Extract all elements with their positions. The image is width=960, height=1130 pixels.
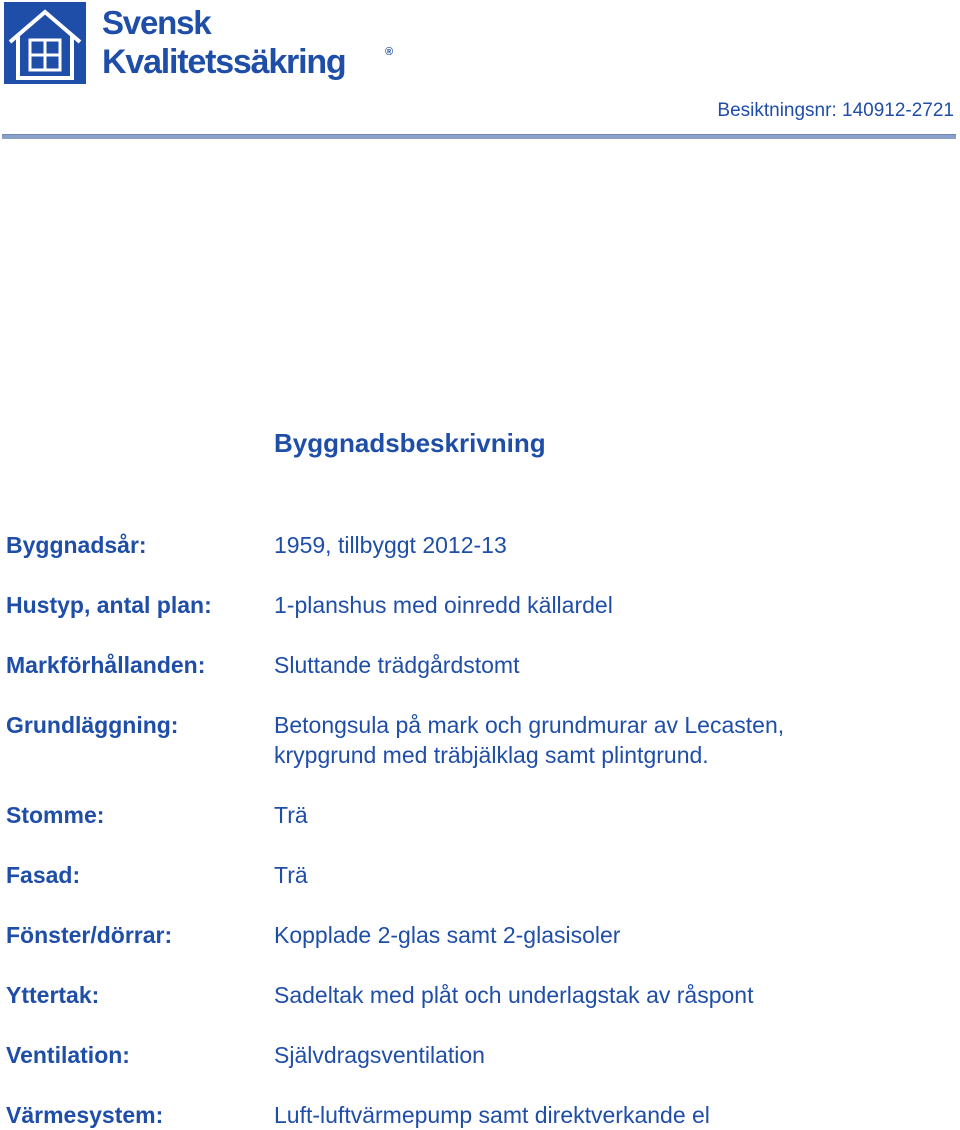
field-label: Ventilation:: [6, 1042, 130, 1068]
field-label: Byggnadsår:: [6, 532, 147, 558]
field-label: Grundläggning:: [6, 712, 179, 738]
field-value: Luft-luftvärmepump samt direktverkande el: [274, 1102, 710, 1128]
field-label: Yttertak:: [6, 982, 100, 1008]
field-label: Stomme:: [6, 802, 105, 828]
field-label: Värmesystem:: [6, 1102, 164, 1128]
field-label: Hustyp, antal plan:: [6, 592, 212, 618]
field-value: Trä: [274, 862, 308, 888]
field-value: 1959, tillbyggt 2012-13: [274, 532, 507, 558]
field-label: Markförhållanden:: [6, 652, 206, 678]
field-value: Självdragsventilation: [274, 1042, 485, 1068]
page-title: Byggnadsbeskrivning: [274, 428, 546, 458]
house-window-logo-icon: [4, 2, 86, 84]
logo-line-2: Kvalitetssäkring: [102, 43, 346, 81]
field-value: Trä: [274, 802, 308, 828]
inspection-number: Besiktningsnr: 140912-2721: [717, 100, 954, 121]
registered-mark: ®: [385, 46, 394, 58]
field-value: Betongsula på mark och grundmurar av Lecasten, krypgrund med träbjälklag samt plintgrund.: [274, 712, 785, 768]
field-value: 1-planshus med oinredd källardel: [274, 592, 613, 618]
field-value: Kopplade 2-glas samt 2-glasisoler: [274, 922, 621, 948]
header-divider: [2, 134, 956, 139]
field-label: Fönster/dörrar:: [6, 922, 173, 948]
field-value: Sadeltak med plåt och underlagstak av råspont: [274, 982, 754, 1008]
logo-line-1: Svensk: [102, 4, 211, 41]
field-label: Fasad:: [6, 862, 81, 888]
field-value: Sluttande trädgårdstomt: [274, 652, 520, 678]
company-logo-text: [102, 4, 345, 79]
